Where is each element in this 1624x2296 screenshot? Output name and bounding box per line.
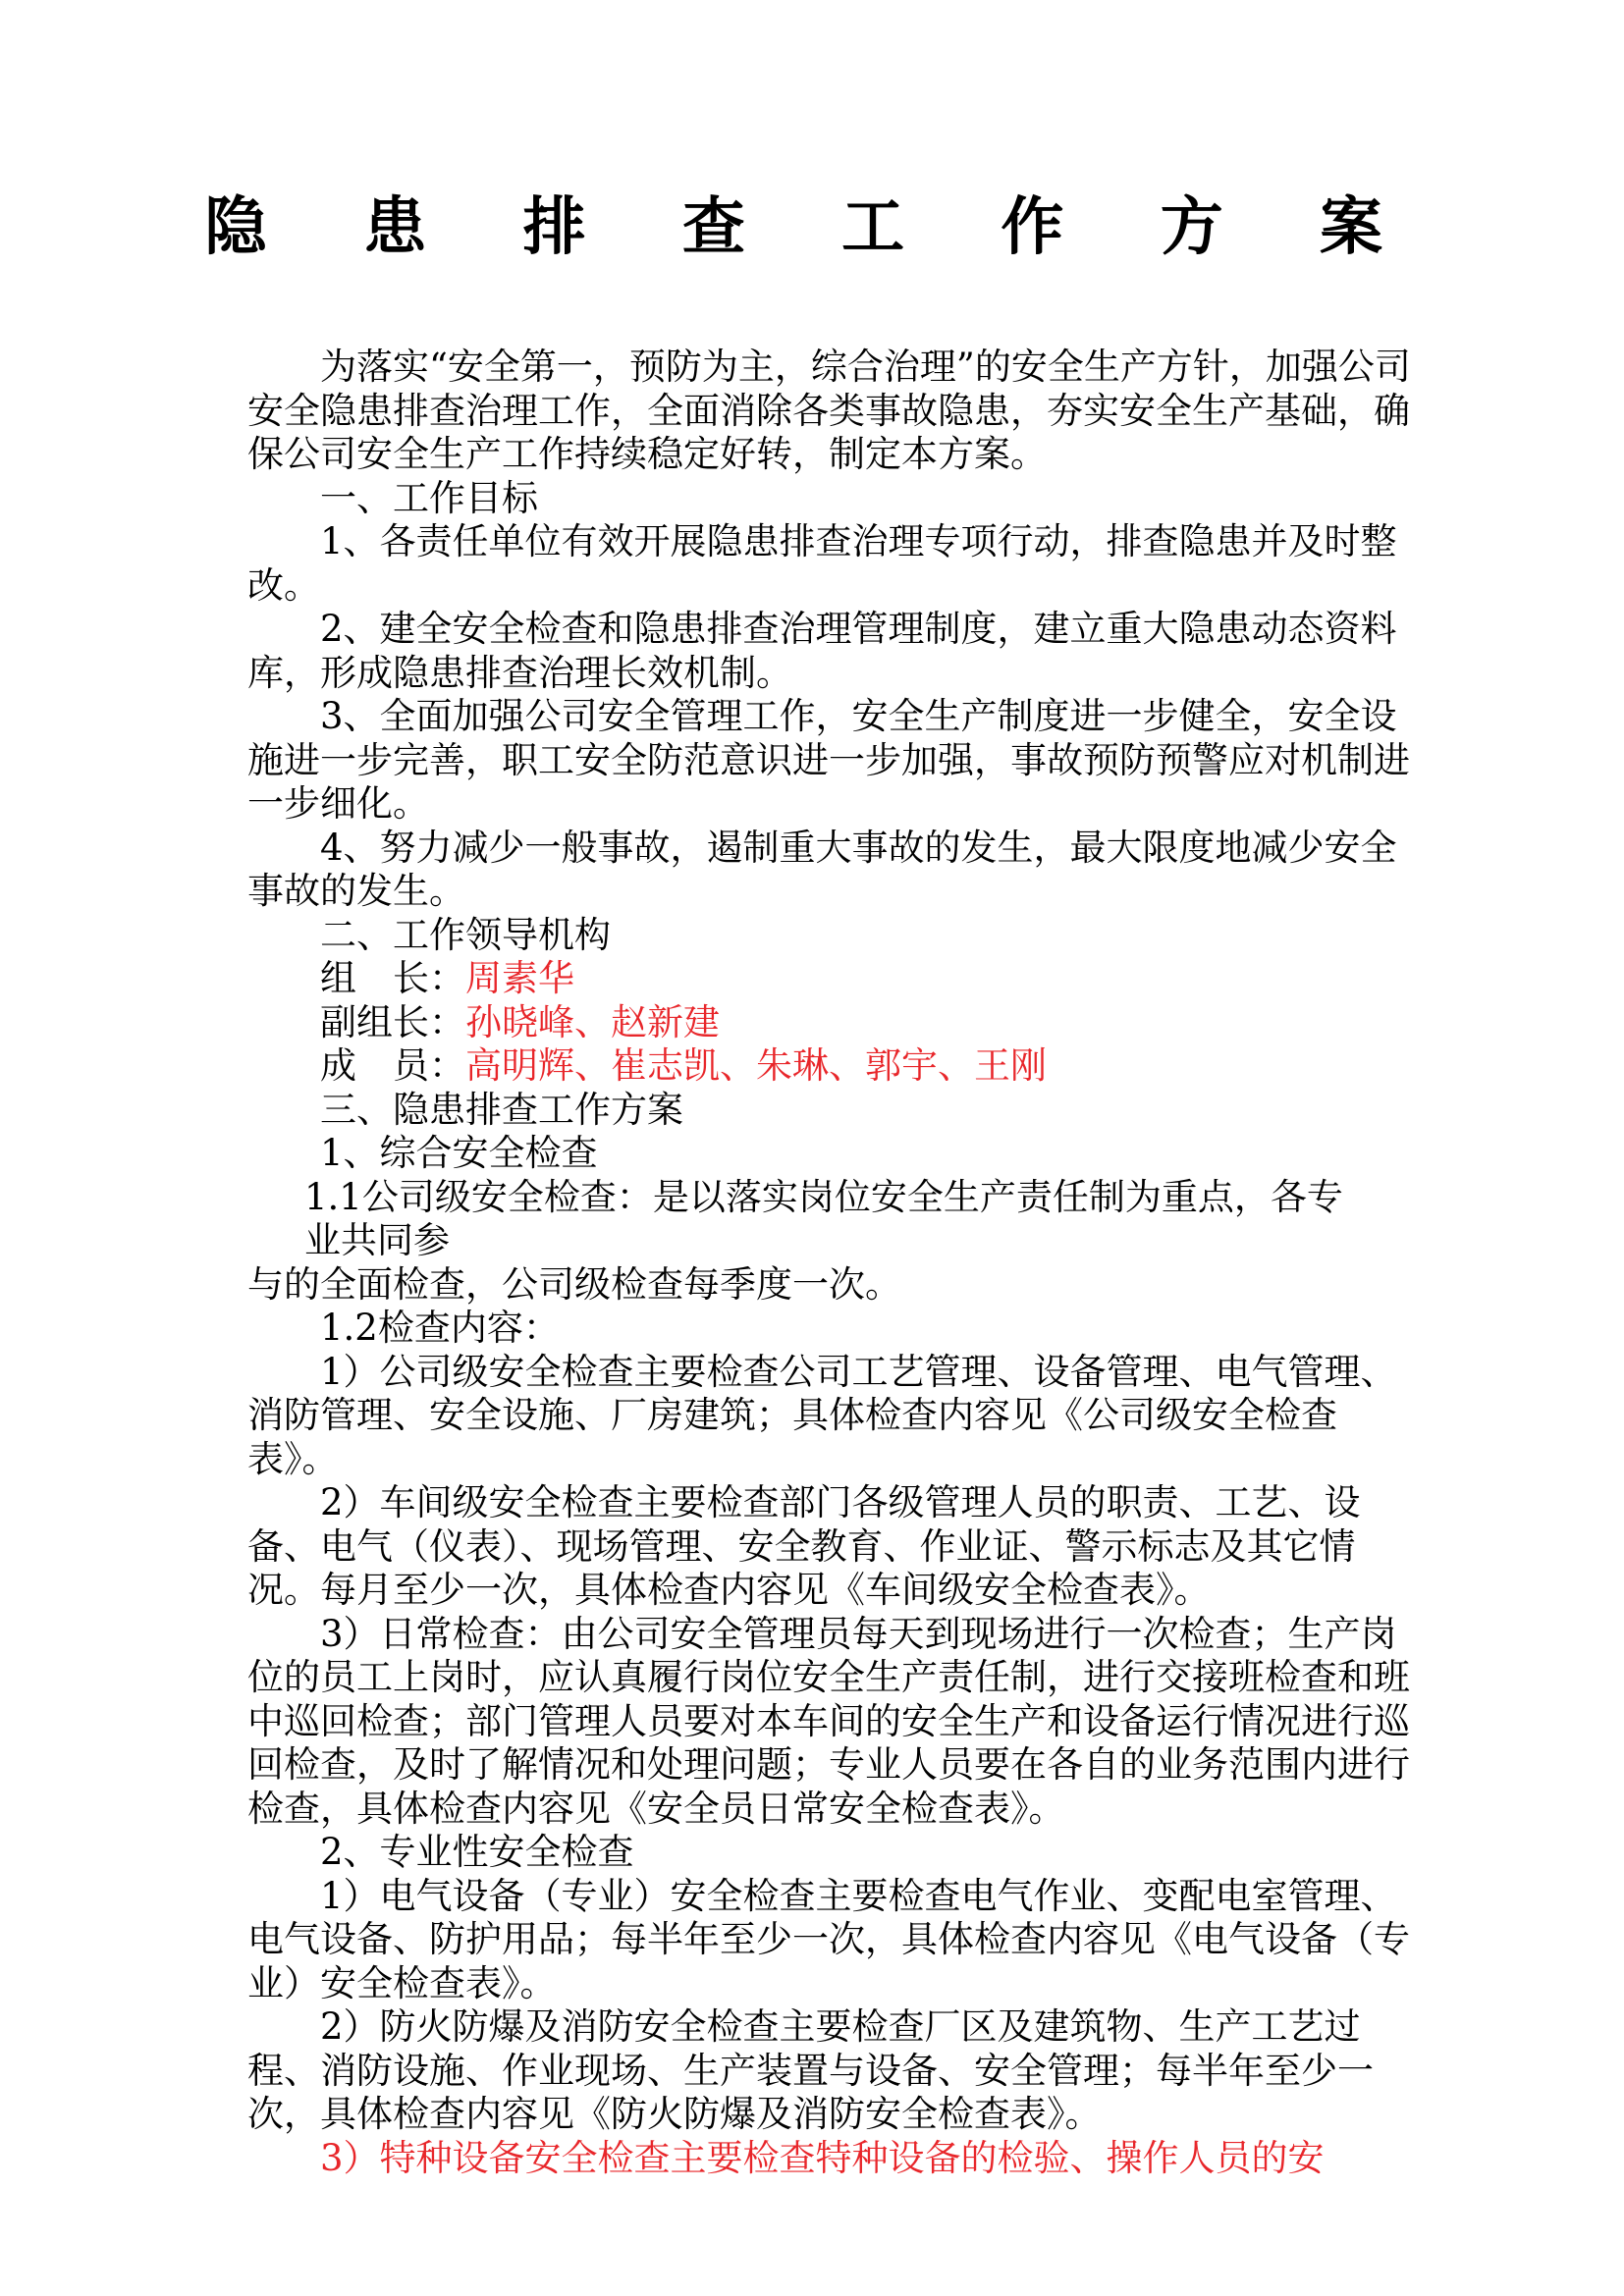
section1-item-3: 3、全面加强公司安全管理工作，安全生产制度进一步健全，安全设施进一步完善，职工安全防范意识进一步加强，事故预防预警应对机制进一步细化。 bbox=[247, 695, 1410, 825]
sub1-1-line2 bbox=[247, 1219, 1416, 1263]
sub1-1-line3: 与的全面检查，公司级检查每季度一次。 bbox=[247, 1262, 901, 1306]
leader-row bbox=[247, 957, 1416, 1001]
sub1-1-line1: 1.1公司级安全检查：是以落实岗位安全生产责任制为重点，各专 bbox=[304, 1175, 1343, 1218]
intro-paragraph: 为落实“安全第一，预防为主，综合治理”的安全生产方针，加强公司安全隐患排查治理工作，全面消除各类事故隐患，夯实安全生产基础，确保公司安全生产工作持续稳定好转，制定本方案。 bbox=[247, 346, 1411, 475]
sub2-item-1: 1）电气设备（专业）安全检查主要检查电气作业、变配电室管理、电气设备、防护用品；每半年至少一次，具体检查内容见《电气设备（专业）安全检查表》。 bbox=[247, 1874, 1410, 2004]
document-title: 隐 患 排 查 工 作 方 案 bbox=[204, 191, 1420, 264]
section2-heading: 二、工作领导机构 bbox=[320, 913, 611, 956]
sub2-heading: 2、专业性安全检查 bbox=[320, 1831, 634, 1873]
section1-heading: 一、工作目标 bbox=[320, 476, 538, 519]
section3-heading: 三、隐患排查工作方案 bbox=[320, 1088, 683, 1131]
deputy-label: 副组长： bbox=[320, 1000, 465, 1043]
members-label: 成 员： bbox=[320, 1044, 465, 1087]
document-body bbox=[247, 346, 1416, 2180]
sub1-1-line2-text: 业共同参 bbox=[304, 1219, 450, 1261]
section1-item-2: 2、建全安全检查和隐患排查治理管理制度，建立重大隐患动态资料库，形成隐患排查治理长效机制。 bbox=[247, 608, 1397, 694]
sub1-2-heading: 1.2检查内容： bbox=[320, 1307, 560, 1349]
section1-item-4: 4、努力减少一般事故，遏制重大事故的发生，最大限度地减少安全事故的发生。 bbox=[247, 826, 1397, 912]
members-row bbox=[247, 1044, 1416, 1089]
member-names: 高明辉、崔志凯、朱琳、郭宇、王刚 bbox=[465, 1044, 1047, 1087]
deputy-row bbox=[247, 1001, 1416, 1045]
deputy-names: 孙晓峰、赵新建 bbox=[465, 1000, 720, 1043]
check-item-2: 2）车间级安全检查主要检查部门各级管理人员的职责、工艺、设备、电气（仪表）、现场管理、安全教育、作业证、警示标志及其它情况。每月至少一次，具体检查内容见《车间级安全检查表》。 bbox=[247, 1481, 1361, 1611]
sub2-item-2: 2）防火防爆及消防安全检查主要检查厂区及建筑物、生产工艺过程、消防设施、作业现场、生产装置与设备、安全管理；每半年至少一次，具体检查内容见《防火防爆及消防安全检查表》。 bbox=[247, 2005, 1374, 2135]
sub2-item-3: 3）特种设备安全检查主要检查特种设备的检验、操作人员的安 bbox=[320, 2136, 1325, 2179]
sub1-heading: 1、综合安全检查 bbox=[320, 1132, 598, 1174]
check-item-1: 1）公司级安全检查主要检查公司工艺管理、设备管理、电气管理、消防管理、安全设施、厂房建筑；具体检查内容见《公司级安全检查表》。 bbox=[247, 1350, 1397, 1480]
check-item-3: 3）日常检查：由公司安全管理员每天到现场进行一次检查；生产岗位的员工上岗时，应认真履行岗位安全生产责任制，进行交接班检查和班中巡回检查；部门管理人员要对本车间的安全生产和设备运行情况进行巡回检查，及时了解情况和处理问题；专业人员要在各自的业务范围内进行检查，具体检查内容见《安全员日常安全检查表》。 bbox=[247, 1612, 1410, 1830]
section1-item-1: 1、各责任单位有效开展隐患排查治理专项行动，排查隐患并及时整改。 bbox=[247, 520, 1397, 607]
leader-name: 周素华 bbox=[465, 957, 574, 999]
leader-label: 组 长： bbox=[320, 957, 465, 999]
